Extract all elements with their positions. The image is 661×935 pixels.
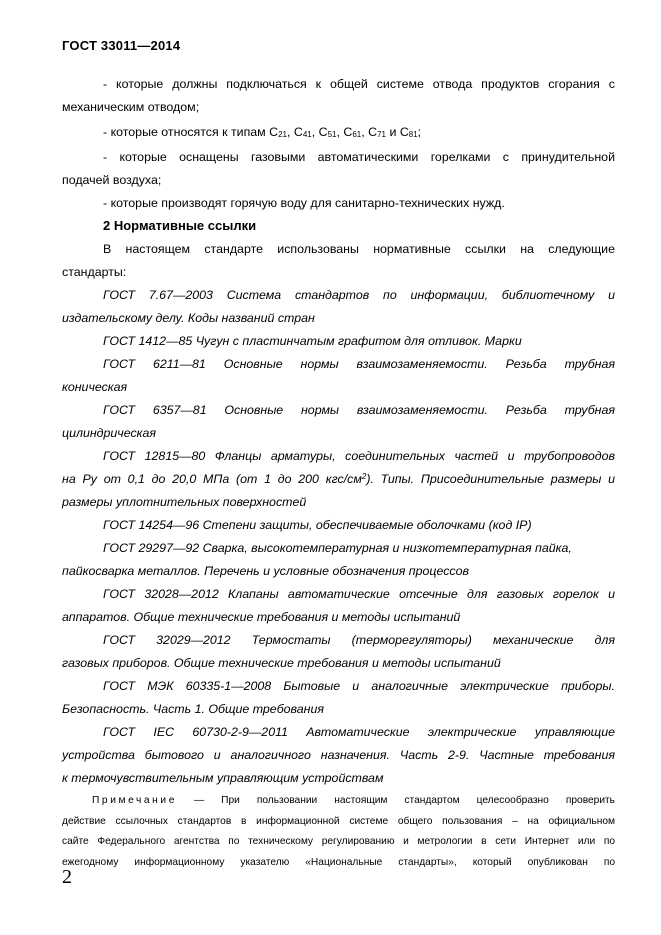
reference-gost-iec-60730-2-9 xyxy=(62,721,615,790)
section-intro-line-1: В настоящем стандарте использованы нормативные ссылки на следующие xyxy=(103,242,615,256)
type-sub-21: 21 xyxy=(278,130,287,139)
document-code-header: ГОСТ 33011—2014 xyxy=(62,38,181,53)
reference-line: ГОСТ IEC 60730-2-9—2011 Автоматические электрические управляющие xyxy=(103,725,615,739)
reference-line: ГОСТ 6357—81 Основные нормы взаимозаменяемости. Резьба трубная xyxy=(103,403,615,417)
reference-gost-1412 xyxy=(62,330,615,353)
reference-line: ГОСТ 6211—81 Основные нормы взаимозаменяемости. Резьба трубная xyxy=(103,357,615,371)
type-sub-51: 51 xyxy=(327,130,337,139)
section-2-heading xyxy=(62,214,615,237)
reference-line xyxy=(62,468,615,491)
reference-gost-32028 xyxy=(62,583,615,629)
reference-line: пайкосварка металлов. Перечень и условные обозначения процессов xyxy=(62,564,469,578)
note-line-1-text: — При пользовании настоящим стандартом целесообразно проверить xyxy=(193,795,615,806)
section-intro-line-2: стандарты: xyxy=(62,265,127,279)
reference-gost-iec-60335-1 xyxy=(62,675,615,721)
type-base: C xyxy=(293,125,303,139)
section-heading-text: 2 Нормативные ссылки xyxy=(103,218,257,233)
type-sep: и xyxy=(386,125,400,139)
note-label: Примечание xyxy=(92,795,177,806)
reference-gost-32029 xyxy=(62,629,615,675)
type-sub-81: 81 xyxy=(408,130,418,139)
type-base: C xyxy=(399,125,409,139)
type-sep: , xyxy=(311,125,319,139)
reference-line: ГОСТ 29297—92 Сварка, высокотемпературная и низкотемпературная пайка, xyxy=(103,541,572,555)
reference-gost-29297 xyxy=(62,537,615,583)
type-sep: , xyxy=(287,125,294,139)
reference-line: цилиндрическая xyxy=(62,426,157,440)
section-intro xyxy=(62,238,615,284)
reference-line: ГОСТ 7.67—2003 Система стандартов по информации, библиотечному и xyxy=(103,288,615,302)
reference-line: размеры уплотнительных поверхностей xyxy=(62,495,307,509)
scope-item-3 xyxy=(62,146,615,192)
reference-line: ГОСТ 14254—96 Степени защиты, обеспечиваемые оболочками (код IP) xyxy=(103,518,532,532)
reference-gost-7-67 xyxy=(62,284,615,330)
type-base: C xyxy=(318,125,328,139)
reference-gost-6211 xyxy=(62,353,615,399)
superscript: 2 xyxy=(361,472,367,481)
type-sep: ; xyxy=(417,125,422,139)
reference-line-part: ). Типы. Присоединительные размеры и xyxy=(366,472,615,486)
scope-item-1-line-1: - которые должны подключаться к общей системе отвода продуктов сгорания с xyxy=(103,77,615,91)
type-sep: , xyxy=(361,125,369,139)
type-sub-41: 41 xyxy=(302,130,312,139)
reference-line: ГОСТ 32029—2012 Термостаты (терморегуляторы) механические для xyxy=(103,633,615,647)
reference-line: газовых приборов. Общие технические требования и методы испытаний xyxy=(62,656,501,670)
note-block xyxy=(62,791,615,873)
reference-line: ГОСТ МЭК 60335-1—2008 Бытовые и аналогичные электрические приборы. xyxy=(103,679,615,693)
reference-line: издательскому делу. Коды названий стран xyxy=(62,311,315,325)
scope-item-3-line-2: подачей воздуха; xyxy=(62,173,162,187)
reference-line-part: на Ру от 0,1 до 20,0 МПа (от 1 до 200 кгс/см xyxy=(62,472,362,486)
type-sub-61: 61 xyxy=(352,130,362,139)
note-line-2: действие ссылочных стандартов в информационной системе общего пользования – на официальном xyxy=(62,815,615,827)
reference-gost-12815 xyxy=(62,445,615,514)
scope-item-4-line: - которые производят горячую воду для санитарно-технических нужд. xyxy=(103,196,505,210)
scope-item-2 xyxy=(62,121,615,144)
scope-item-3-line-1: - которые оснащены газовыми автоматическими горелками с принудительной xyxy=(103,150,615,164)
reference-gost-14254 xyxy=(62,514,615,537)
scope-item-2-prefix: - которые относятся к типам C xyxy=(103,125,279,139)
note-line-4: ежегодному информационному указателю «Национальные стандарты», который опубликован по xyxy=(62,856,615,868)
note-line-1 xyxy=(62,791,615,812)
scope-item-2-line xyxy=(62,121,615,144)
type-sub-71: 71 xyxy=(377,130,386,139)
reference-line: коническая xyxy=(62,380,128,394)
scope-item-1 xyxy=(62,73,615,119)
reference-line: аппаратов. Общие технические требования и методы испытаний xyxy=(62,610,461,624)
reference-line: Безопасность. Часть 1. Общие требования xyxy=(62,702,324,716)
reference-line: устройства бытового и аналогичного назначения. Часть 2-9. Частные требования xyxy=(62,748,615,762)
page-number: 2 xyxy=(62,866,72,888)
type-sep: , xyxy=(336,125,344,139)
reference-line: к термочувствительным управляющим устройствам xyxy=(62,771,384,785)
note-line-3: сайте Федерального агентства по техническому регулированию и метрологии в сети Интернет или по xyxy=(62,836,615,847)
reference-line: ГОСТ 1412—85 Чугун с пластинчатым графитом для отливок. Марки xyxy=(103,334,522,348)
type-base: C xyxy=(343,125,353,139)
reference-gost-6357 xyxy=(62,399,615,445)
type-base: C xyxy=(368,125,378,139)
scope-item-4 xyxy=(62,192,615,215)
reference-line: ГОСТ 32028—2012 Клапаны автоматические отсечные для газовых горелок и xyxy=(103,587,615,601)
scope-item-1-line-2: механическим отводом; xyxy=(62,100,200,114)
reference-line: ГОСТ 12815—80 Фланцы арматуры, соединительных частей и трубопроводов xyxy=(103,449,615,463)
